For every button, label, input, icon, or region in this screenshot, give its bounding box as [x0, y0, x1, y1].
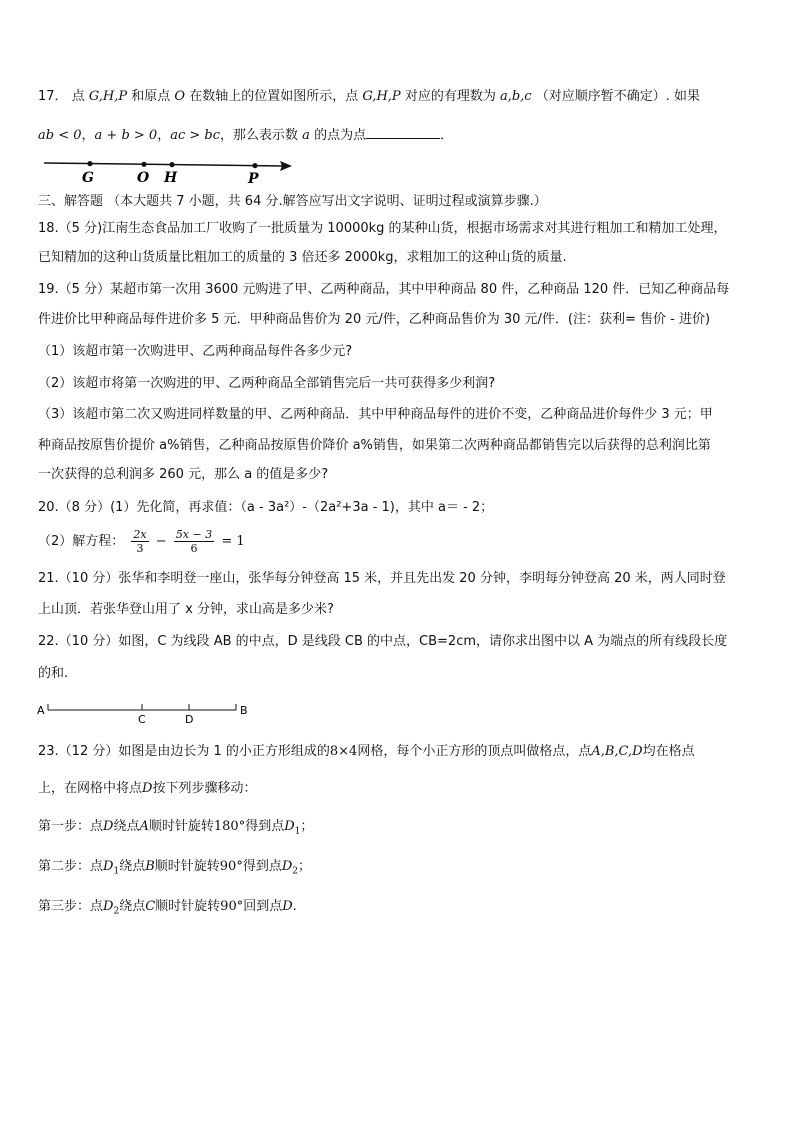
q17-condition: ab < 0	[38, 128, 82, 143]
number-line-figure	[40, 154, 300, 184]
point-h	[169, 162, 174, 167]
q23-text: 均在格点	[642, 744, 695, 759]
label-c: C	[138, 713, 146, 726]
q23-text: 网格，每个小正方形的顶点叫做格点，点	[357, 744, 592, 759]
step-text: 第三步：点	[38, 899, 104, 914]
q23-line1	[38, 743, 695, 761]
q20-line2	[38, 527, 245, 557]
q19-sub2: （2）该超市将第一次购进的甲、乙两种商品全部销售完后一共可获得多少利润?	[38, 376, 496, 391]
q17-text: 和原点	[131, 89, 171, 104]
step-result: D	[282, 899, 293, 914]
q20-prefix: （2）解方程：	[38, 534, 125, 549]
q17-points: G,H,P	[362, 89, 401, 104]
q17-text: ，那么表示数	[220, 128, 299, 143]
q19-line2: 件进价比甲种商品每件进价多 5 元．甲种商品售价为 20 元/件，乙种商品售价为 30 元/件．(注：获利= 售价 - 进价)	[38, 312, 711, 327]
fraction-5x-3-over-6	[174, 528, 214, 555]
label-p: P	[248, 171, 259, 184]
q23-text: 23.（12 分）如图是由边长为 1 的小正方形组成的	[38, 744, 330, 759]
q17-condition: a + b > 0	[94, 128, 158, 143]
step-center: A	[139, 819, 149, 834]
section-heading: 三、解答题 （本大题共 7 小题，共 64 分.解答应写出文字说明、证明过程或演算步骤.）	[38, 194, 547, 209]
q19-sub3-line1: （3）该超市第二次又购进同样数量的甲、乙两种商品．其中甲种商品每件的进价不变，乙种商品进价每件少 3 元；甲	[38, 407, 713, 422]
step-point: D	[103, 899, 114, 914]
frac-numerator: 5x − 3	[175, 528, 213, 541]
minus-sign: −	[155, 534, 167, 549]
step-text: 回到点	[243, 899, 283, 914]
step-text: 绕点	[113, 819, 140, 834]
q17-condition: ac > bc	[170, 128, 221, 143]
segment-figure	[34, 698, 264, 726]
label-g: G	[82, 170, 94, 184]
fraction-2x-over-3	[131, 528, 148, 555]
q20-line1: 20.（8 分）(1）先化简，再求值：（a - 3a²）-（2a²+3a - 1)，其中 a＝ - 2；	[38, 500, 494, 515]
step-text: 顺时针旋转	[154, 859, 220, 874]
q23-step2	[38, 858, 311, 881]
step-end: ；	[300, 819, 314, 834]
step-result-sub: 1	[294, 826, 301, 837]
q23-step1	[38, 818, 313, 841]
point-g	[87, 161, 92, 166]
step-point-sub: 1	[113, 866, 120, 877]
q17-text: 的点为点	[314, 128, 367, 143]
step-point: D	[103, 819, 114, 834]
label-h: H	[164, 170, 178, 184]
q17-text: （对应顺序暂不确定）. 如果	[535, 89, 700, 104]
q17-line1	[38, 88, 700, 106]
step-result-sub: 2	[292, 866, 299, 877]
equation-rhs: = 1	[221, 534, 245, 549]
q18-line1: 18.（5 分)江南生态食品加工厂收购了一批质量为 10000kg 的某种山货，根据市场需求对其进行粗加工和精加工处理，	[38, 221, 727, 236]
frac-denominator: 6	[190, 542, 198, 555]
step-angle: 90°	[220, 899, 244, 914]
step-text: 绕点	[119, 859, 146, 874]
q17-number: 17．	[38, 89, 68, 104]
q17-end: ．	[440, 128, 454, 143]
step-end: ；	[298, 859, 312, 874]
label-a: A	[37, 704, 45, 717]
step-text: 第二步：点	[38, 859, 104, 874]
label-d: D	[185, 713, 194, 726]
q17-vars: a,b,c	[499, 89, 532, 104]
frac-denominator: 3	[136, 542, 144, 555]
point-p	[252, 163, 257, 168]
step-text: 得到点	[245, 819, 285, 834]
q17-text: 在数轴上的位置如图所示，点	[189, 89, 359, 104]
q21-line2: 上山顶．若张华登山用了 x 分钟，求山高是多少米?	[38, 602, 334, 617]
step-text: 顺时针旋转	[148, 819, 214, 834]
q17-text: 点	[71, 89, 85, 104]
q17-line2	[38, 124, 453, 145]
step-point: D	[103, 859, 114, 874]
q17-sep: ，	[81, 128, 95, 143]
step-text: 顺时针旋转	[155, 899, 221, 914]
q22-line1: 22.（10 分）如图，C 为线段 AB 的中点，D 是线段 CB 的中点，CB=2cm，请你求出图中以 A 为端点的所有线段长度	[38, 634, 728, 649]
step-text: 得到点	[242, 859, 282, 874]
q23-points: A,B,C,D	[591, 744, 643, 759]
q19-sub1: （1）该超市第一次购进甲、乙两种商品每件各多少元?	[38, 344, 353, 359]
step-center: B	[145, 859, 155, 874]
q21-line1: 21.（10 分）张华和李明登一座山，张华每分钟登高 15 米，并且先出发 20 分钟，李明每分钟登高 20 米，两人同时登	[38, 571, 726, 586]
q19-sub3-line3: 一次获得的总利润多 260 元，那么 a 的值是多少?	[38, 467, 329, 482]
q17-text: 对应的有理数为	[404, 89, 496, 104]
step-text: 第一步：点	[38, 819, 104, 834]
q17-points: G,H,P	[88, 89, 128, 104]
q22-line2: 的和.	[38, 666, 69, 681]
q23-grid-size: 8×4	[329, 744, 358, 759]
frac-numerator: 2x	[133, 528, 147, 541]
step-center: C	[145, 899, 156, 914]
q19-line1: 19.（5 分）某超市第一次用 3600 元购进了甲、乙两种商品，其中甲种商品 80 件，乙种商品 120 件．已知乙种商品每	[38, 282, 730, 297]
q23-text: 按下列步骤移动：	[152, 781, 257, 796]
label-b: B	[240, 704, 248, 717]
step-angle: 90°	[219, 859, 243, 874]
q17-origin: O	[174, 89, 186, 104]
step-text: 绕点	[119, 899, 146, 914]
q17-sep: ，	[157, 128, 171, 143]
q17-var-a: a	[302, 128, 310, 143]
q23-point-d: D	[142, 781, 153, 796]
step-end: .	[292, 899, 297, 914]
q19-sub3-line2: 种商品按原售价提价 a%销售，乙种商品按原售价降价 a%销售，如果第二次两种商品都销售完以后获得的总利润比第	[38, 438, 711, 453]
step-result: D	[284, 819, 295, 834]
point-o	[141, 162, 146, 167]
number-line-axis	[44, 163, 284, 166]
q23-step3	[38, 898, 297, 921]
q18-line2: 已知精加的这种山货质量比粗加工的质量的 3 倍还多 2000kg，求粗加工的这种山货的质量.	[38, 250, 567, 265]
step-angle: 180°	[213, 819, 246, 834]
q23-text: 上，在网格中将点	[38, 781, 143, 796]
step-point-sub: 2	[113, 906, 120, 917]
label-o: O	[137, 170, 150, 184]
answer-blank[interactable]	[366, 124, 440, 139]
step-result: D	[281, 859, 293, 874]
q23-line2	[38, 780, 256, 798]
